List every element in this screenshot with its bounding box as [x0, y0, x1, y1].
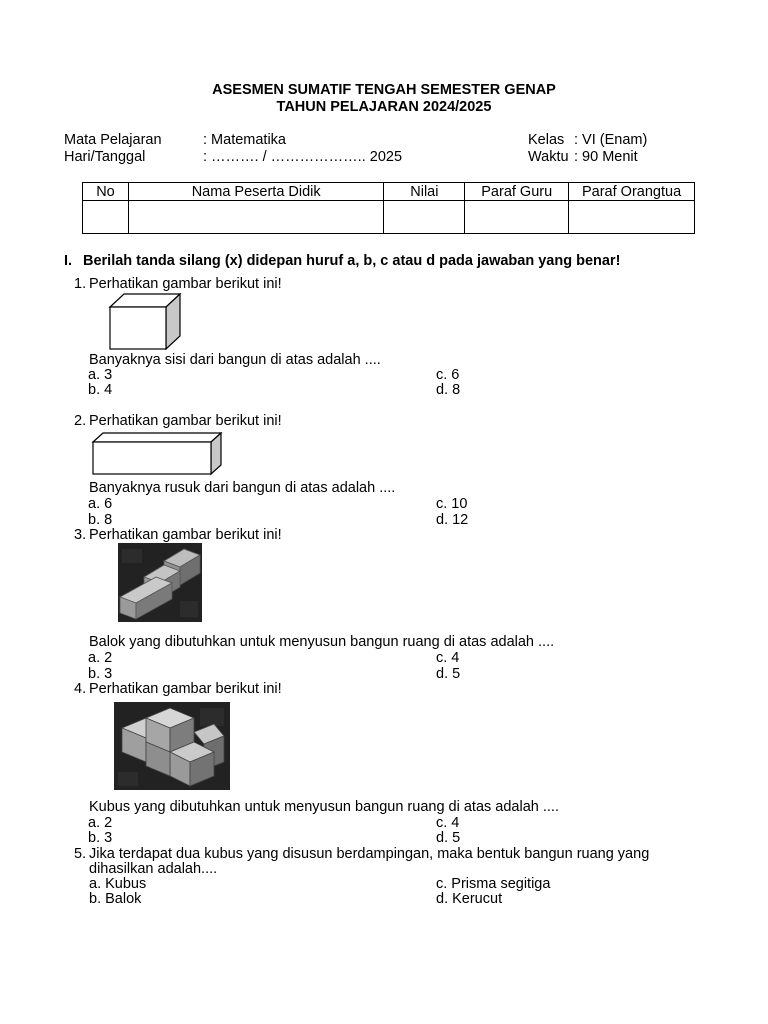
question-4-prompt: Perhatikan gambar berikut ini! — [89, 681, 282, 697]
q2-option-b[interactable]: b. 8 — [88, 512, 113, 528]
q5-option-d[interactable]: d. Kerucut — [436, 891, 503, 907]
question-2-number: 2. — [74, 413, 87, 429]
question-2-prompt: Perhatikan gambar berikut ini! — [89, 413, 282, 429]
q4-option-d[interactable]: d. 5 — [436, 830, 461, 846]
q3-option-b[interactable]: b. 3 — [88, 666, 113, 682]
col-header-score: Nilai — [384, 183, 465, 201]
cell-name[interactable] — [128, 201, 384, 234]
q5-option-b[interactable]: b. Balok — [89, 891, 142, 907]
cell-parent-sign[interactable] — [569, 201, 695, 234]
class-value: : VI (Enam) — [574, 132, 648, 148]
q2-option-d[interactable]: d. 12 — [436, 512, 469, 528]
subject-value: : Matematika — [203, 132, 286, 148]
date-label: Hari/Tanggal — [64, 149, 146, 165]
question-4-number: 4. — [74, 681, 87, 697]
time-value: : 90 Menit — [574, 149, 638, 165]
stacked-blocks-image[interactable] — [118, 543, 202, 622]
col-header-no: No — [83, 183, 129, 201]
cuboid-icon — [91, 432, 223, 476]
q1-option-c[interactable]: c. 6 — [436, 367, 460, 383]
class-label: Kelas — [528, 132, 565, 148]
time-label: Waktu — [528, 149, 569, 165]
question-4-text: Kubus yang dibutuhkan untuk menyusun bangun ruang di atas adalah .... — [89, 799, 559, 815]
question-5-text-line1: Jika terdapat dua kubus yang disusun berdampingan, maka bentuk bangun ruang yang — [89, 846, 650, 862]
score-table — [82, 182, 695, 234]
question-1-prompt: Perhatikan gambar berikut ini! — [89, 276, 282, 292]
stacked-cubes-image[interactable] — [114, 702, 230, 790]
q4-option-a[interactable]: a. 2 — [88, 815, 113, 831]
q4-option-c[interactable]: c. 4 — [436, 815, 460, 831]
question-3-text: Balok yang dibutuhkan untuk menyusun bangun ruang di atas adalah .... — [89, 634, 555, 650]
col-header-parent-sign: Paraf Orangtua — [569, 183, 695, 201]
q3-option-a[interactable]: a. 2 — [88, 650, 113, 666]
question-1-number: 1. — [74, 276, 87, 292]
score-table-header-row — [83, 183, 695, 201]
cube-icon — [108, 293, 182, 351]
q1-option-d[interactable]: d. 8 — [436, 382, 461, 398]
question-5-number: 5. — [74, 846, 87, 862]
question-1-text: Banyaknya sisi dari bangun di atas adalah .... — [89, 352, 381, 368]
q2-option-a[interactable]: a. 6 — [88, 496, 113, 512]
cell-no[interactable] — [83, 201, 129, 234]
q3-option-c[interactable]: c. 4 — [436, 650, 460, 666]
date-value: : ………. / ……………….. 2025 — [203, 149, 403, 165]
q3-option-d[interactable]: d. 5 — [436, 666, 461, 682]
col-header-name: Nama Peserta Didik — [128, 183, 384, 201]
exam-year: TAHUN PELAJARAN 2024/2025 — [276, 99, 492, 115]
q4-option-b[interactable]: b. 3 — [88, 830, 113, 846]
question-3-prompt: Perhatikan gambar berikut ini! — [89, 527, 282, 543]
q2-option-c[interactable]: c. 10 — [436, 496, 468, 512]
score-table-row — [83, 201, 695, 234]
section-number: I. — [64, 253, 73, 269]
q1-option-a[interactable]: a. 3 — [88, 367, 113, 383]
question-5-text-line2: dihasilkan adalah.... — [89, 861, 218, 877]
question-2-text: Banyaknya rusuk dari bangun di atas adalah .... — [89, 480, 396, 496]
cell-score[interactable] — [384, 201, 465, 234]
q5-option-a[interactable]: a. Kubus — [89, 876, 147, 892]
q5-option-c[interactable]: c. Prisma segitiga — [436, 876, 551, 892]
q1-option-b[interactable]: b. 4 — [88, 382, 113, 398]
col-header-teacher-sign: Paraf Guru — [465, 183, 569, 201]
exam-title: ASESMEN SUMATIF TENGAH SEMESTER GENAP — [212, 82, 556, 98]
question-3-number: 3. — [74, 527, 87, 543]
cell-teacher-sign[interactable] — [465, 201, 569, 234]
section-instruction: Berilah tanda silang (x) didepan huruf a, b, c atau d pada jawaban yang benar! — [83, 253, 621, 269]
subject-label: Mata Pelajaran — [64, 132, 162, 148]
